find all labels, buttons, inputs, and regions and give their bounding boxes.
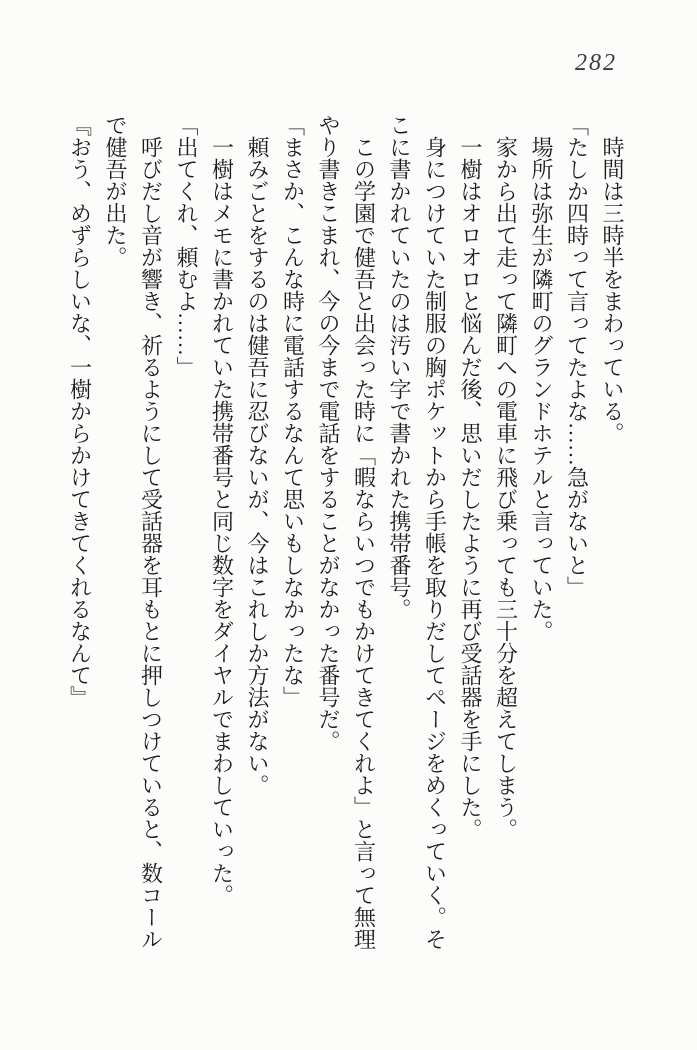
paragraph: 「たしか四時って言ってたよな……急がないと」: [564, 114, 590, 598]
paragraph: 頼みごとをするのは健吾に忍びないが、今はこれしか方法がない。: [245, 136, 270, 796]
paragraph: この学園で健吾と出会った時に「暇ならいつでもかけてきてくれよ」と言って無理やり書きこまれ、今の今まで電話をすることがなかった番号だ。: [316, 114, 377, 950]
paragraph: 「まさか、こんな時に電話するなんて思いもしなかったな」: [280, 114, 306, 708]
paragraph: 「出てくれ、頼むよ……」: [174, 114, 199, 378]
body-text-block: [62, 114, 630, 950]
paragraph: 時間は三時半をまわっている。: [600, 136, 625, 444]
paragraph: 身につけていた制服の胸ポケットから手帳を取りだしてページをめくっていく。そこに書かれていたのは汚い字で書かれた携帯番号。: [387, 114, 448, 950]
paragraph: 場所は弥生が隣町のグランドホテルと言っていた。: [529, 136, 554, 642]
paragraph: 『おう、めずらしいな、一樹からかけてきてくれるなんて』: [67, 114, 93, 708]
paragraph: 家から出て走って隣町への電車に飛び乗っても三十分を超えてしまう。: [493, 136, 519, 840]
paragraph: 一樹はオロオロと悩んだ後、思いだしたように再び受話器を手にした。: [458, 136, 483, 840]
page-number: 282: [575, 50, 617, 76]
paragraph: 呼びだし音が響き、祈るようにして受話器を耳もとに押しつけていると、数コールで健吾が出た。: [103, 114, 164, 950]
paragraph: 一樹はメモに書かれていた携帯番号と同じ数字をダイヤルでまわしていった。: [209, 136, 235, 906]
